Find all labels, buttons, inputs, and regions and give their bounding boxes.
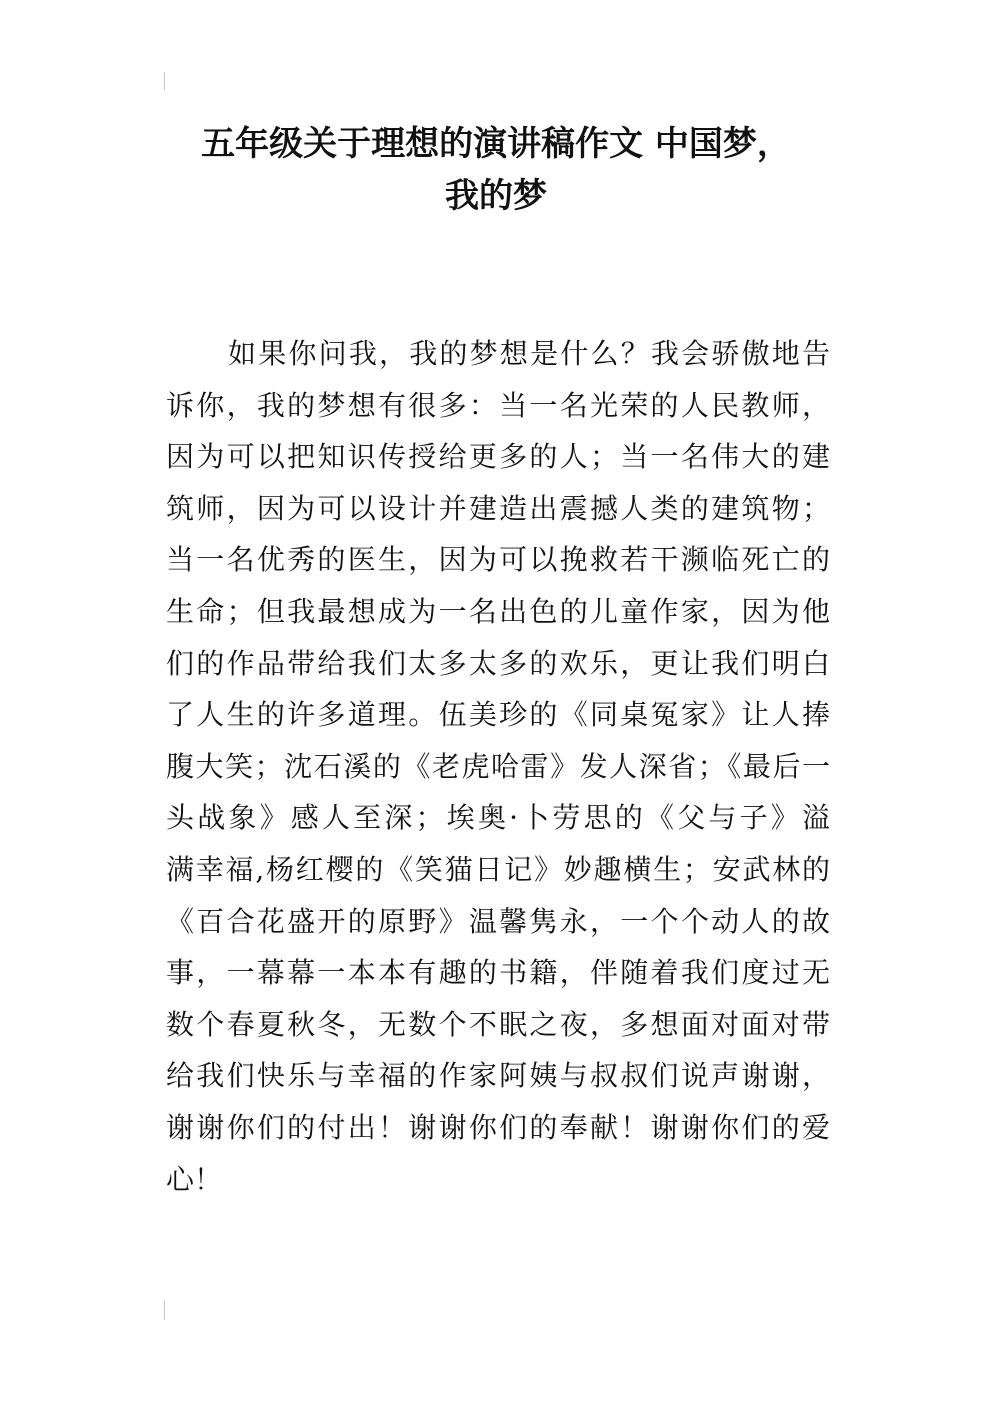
body-line: 因为可以把知识传授给更多的人；当一名伟大的建: [166, 440, 830, 474]
document-title: [150, 118, 842, 222]
body-line: 事，一幕幕一本本有趣的书籍，伴随着我们度过无: [166, 956, 830, 990]
body-line: 当一名优秀的医生，因为可以挽救若干濒临死亡的: [166, 543, 830, 577]
body-line: 满幸福,杨红樱的《笑猫日记》妙趣横生；安武林的: [166, 852, 830, 886]
body-line: 们的作品带给我们太多太多的欢乐，更让我们明白: [166, 646, 830, 680]
body-line: 数个春夏秋冬，无数个不眠之夜，多想面对面对带: [166, 1007, 830, 1041]
body-line: 谢谢你们的付出！谢谢你们的奉献！谢谢你们的爱: [166, 1110, 830, 1144]
margin-mark-bottom: [164, 1300, 165, 1320]
body-line: 腹大笑；沈石溪的《老虎哈雷》发人深省；《最后一: [166, 749, 830, 783]
body-line: 头战象》感人至深；埃奥·卜劳思的《父与子》溢: [166, 801, 830, 835]
body-line: 给我们快乐与幸福的作家阿姨与叔叔们说声谢谢，: [166, 1059, 830, 1093]
body-line: 《百合花盛开的原野》温馨隽永，一个个动人的故: [166, 904, 830, 938]
body-line: 了人生的许多道理。伍美珍的《同桌冤家》让人捧: [166, 698, 830, 732]
body-line: 心！: [166, 1162, 223, 1196]
document-body: [166, 328, 830, 1205]
body-line: 诉你，我的梦想有很多：当一名光荣的人民教师，: [166, 388, 830, 422]
body-line: 筑师，因为可以设计并建造出震撼人类的建筑物；: [166, 491, 830, 525]
title-line: 五年级关于理想的演讲稿作文 中国梦，: [201, 124, 791, 164]
title-line: 我的梦: [445, 176, 547, 216]
body-line: 如果你问我，我的梦想是什么？我会骄傲地告: [228, 337, 830, 370]
body-line: 生命；但我最想成为一名出色的儿童作家，因为他: [166, 594, 830, 628]
margin-mark-top: [164, 72, 165, 90]
